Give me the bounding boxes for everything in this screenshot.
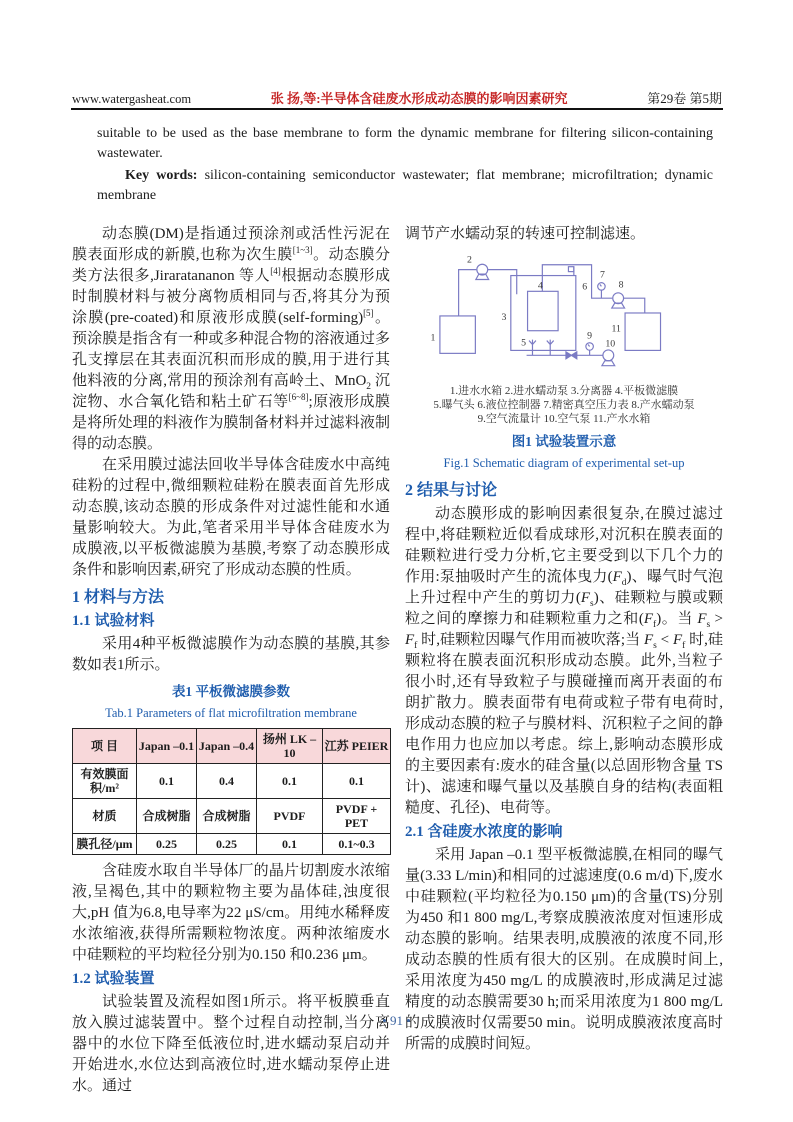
- figure-label: 5: [521, 337, 527, 349]
- volume-issue: 第29卷 第5期: [647, 91, 722, 106]
- figure-label: 11: [611, 323, 621, 335]
- page-header: [72, 88, 722, 107]
- table-cell: 合成树脂: [197, 799, 257, 834]
- figure-label: 10: [605, 338, 616, 350]
- section-heading-2-1: 2.1 含硅废水浓度的影响: [405, 824, 563, 840]
- paragraph-intro: 动态膜(DM)是指通过预涂剂或活性污泥在膜表面形成的新膜,也称为次生膜[1~3]。动态膜分类方法很多,Jiraratananon 等人[4]根据动态膜形成时制膜材料与被分离物质相同与否,将其分为预涂膜(pre-coated)和原液形成膜(self-forming)[5]。预涂膜是指含有一种或多种混合物的溶液通过多孔支撑层在其表面沉积而形成的膜,用于进行其他料液的分离,常用的预涂剂有高岭土、MnO$_2$ 沉淀物、水合氧化锆和粘土矿石等[6~8];原液形成膜是将所处理的料液作为膜制备材料并过滤料液制得的动态膜。: [72, 226, 390, 452]
- flat-membrane: [528, 291, 559, 330]
- table-row: [73, 764, 391, 799]
- figure-label: 4: [537, 280, 543, 292]
- air-flow-meter: [586, 343, 593, 356]
- paragraph-wastewater: 含硅废水取自半导体厂的晶片切割废水浓缩液,呈褐色,其中的颗粒物主要为晶体硅,浊度很大,pH 值为6.8,电导率为22 μS/cm。用纯水稀释废水浓缩液,获得所需颗粒物浓度。两种浓缩废水中硅颗粒的平均粒径分别为0.150 和0.236 μm。: [72, 863, 390, 963]
- table-cell: 0.1: [257, 764, 323, 799]
- product-pump: [612, 293, 625, 308]
- section-heading-2: 2 结果与讨论: [405, 482, 498, 499]
- figure-caption-line: 5.曝气头 6.液位控制器 7.精密真空压力表 8.产水蠕动泵: [433, 399, 695, 411]
- right-column: [405, 224, 723, 1055]
- table-cell: 0.1~0.3: [323, 834, 391, 855]
- section-heading-1-2: 1.2 试验装置: [72, 971, 155, 987]
- paragraph-materials: 采用4种平板微滤膜作为动态膜的基膜,其参数如表1所示。: [72, 636, 390, 673]
- table-header-cell: 项 目: [73, 729, 137, 764]
- figure-label: 2: [466, 254, 472, 266]
- figure-title-cn: 图1 试验装置示意: [511, 434, 617, 449]
- membrane-parameters-table: [72, 728, 391, 855]
- inlet-line: [488, 270, 517, 295]
- page-number: • 91 •: [382, 1013, 411, 1028]
- paragraph-apparatus-cont: 调节产水蠕动泵的转速可控制滤速。: [405, 226, 646, 242]
- keywords-text: silicon-containing semiconductor wastewater; flat membrane; microfiltration; dynamic membrane: [97, 168, 714, 203]
- air-valve: [566, 352, 577, 359]
- journal-website: www.watergasheat.com: [72, 92, 192, 106]
- figure-label: 9: [587, 330, 593, 342]
- experimental-setup-diagram: [405, 247, 723, 377]
- table-header-cell: 扬州 LK –10: [257, 729, 323, 764]
- product-tank: [625, 313, 660, 350]
- table-cell: PVDF + PET: [323, 799, 391, 834]
- product-line: [624, 298, 645, 313]
- table-row: [73, 799, 391, 834]
- section-heading-1-1: 1.1 试验材料: [72, 613, 155, 629]
- keywords-line: [97, 166, 713, 205]
- figure-label: 8: [618, 279, 624, 291]
- paragraph-forces: 动态膜形成的影响因素很复杂,在膜过滤过程中,将硅颗粒近似看成球形,对沉积在膜表面的硅颗粒进行受力分析,它主要受到以下几个力的作用:泵抽吸时产生的流体曳力$(F_d)$、曝气时气泡上升过程中产生的剪切力$(F_s)$、硅颗粒与膜或颗粒之间的摩擦力和硅颗粒重力之和$(F_f)$。当 $F_s > F_f$ 时,硅颗粒因曝气作用而被吹落;当 $F_s < F_f$ 时,硅颗粒将在膜表面沉积形成动态膜。此外,当粒子很小时,还有导致粒子与膜碰撞而离开表面的布朗扩散力。膜表面带有电荷或粒子带有电荷时,形成动态膜的粒子与膜材料、沉积粒子之间的静电作用力也应加以考虑。综上,影响动态膜形成的主要因素有:废水的硅含量(以总固形物含量 TS 计)、滤速和曝气量以及基膜自身的结构(表面粗糙度、孔径)、电荷等。: [405, 506, 723, 816]
- keywords-label: Key words:: [125, 168, 198, 183]
- left-column: [72, 224, 390, 1097]
- aerator-heads: [529, 340, 554, 356]
- paragraph-motivation: 在采用膜过滤法回收半导体含硅废水中高纯硅粉的过程中,微细颗粒硅粉在膜表面首先形成动态膜,该动态膜的形成条件对过滤性能和水通量影响较大。为此,笔者采用半导体含硅废水为成膜液,以平板微滤膜为基膜,考察了动态膜形成条件和影响因素,研究了形成动态膜的性质。: [72, 457, 390, 578]
- figure-caption-line: 1.进水水箱 2.进水蠕动泵 3.分离器 4.平板微滤膜: [449, 385, 679, 397]
- header-rule: [71, 108, 723, 110]
- table-cell: 材质: [73, 799, 137, 834]
- table-cell: 有效膜面积/m²: [73, 764, 137, 799]
- figure-label: 6: [582, 281, 588, 293]
- table-title-en: Tab.1 Parameters of flat microfiltration membrane: [105, 706, 357, 720]
- table-cell: 0.25: [137, 834, 197, 855]
- table-cell: 0.1: [323, 764, 391, 799]
- figure-label: 7: [599, 269, 605, 281]
- feed-tank: [440, 316, 475, 353]
- abstract-block: [97, 124, 713, 208]
- table-title-cn: 表1 平板微滤膜参数: [171, 684, 291, 699]
- table-header-cell: 江苏 PEIER: [323, 729, 391, 764]
- section-heading-1: 1 材料与方法: [72, 589, 165, 606]
- table-row: [73, 834, 391, 855]
- figure-label: 1: [430, 332, 436, 344]
- table-cell: PVDF: [257, 799, 323, 834]
- table-cell: 0.1: [257, 834, 323, 855]
- figure-label: 3: [501, 311, 507, 323]
- table-cell: 0.25: [197, 834, 257, 855]
- figure-title-en: Fig.1 Schematic diagram of experimental set-up: [443, 456, 685, 470]
- paragraph-concentration: 采用 Japan –0.1 型平板微滤膜,在相同的曝气量(3.33 L/min)和相同的过滤速度(0.6 m/d)下,废水中硅颗粒(平均粒径为0.150 μm)的含量(TS)分别为450 和1 800 mg/L,考察成膜液浓度对恒速形成动态膜的影响。结果表明,成膜液的浓度不同,形成动态膜的性质有很大的区别。在成膜时间上,采用浓度为450 mg/L 的成膜液时,形成满足过滤精度的动态膜需要30 h;而采用浓度为1 800 mg/L 的成膜液时仅需要50 min。说明成膜液浓度高时所需的成膜时间短。: [405, 847, 723, 1052]
- table-header-cell: Japan –0.4: [197, 729, 257, 764]
- figure-caption-line: 9.空气流量计 10.空气泵 11.产水水箱: [477, 413, 651, 425]
- abstract-tail: suitable to be used as the base membrane to form the dynamic membrane for filtering silicon-containing wastewater.: [97, 126, 713, 161]
- running-title: 张 扬,等:半导体含硅废水形成动态膜的影响因素研究: [270, 91, 568, 106]
- feed-pump: [476, 264, 489, 279]
- air-pump: [602, 350, 615, 366]
- level-controller: [568, 267, 573, 276]
- paragraph-apparatus: 试验装置及流程如图1所示。将平板膜垂直放入膜过滤装置中。整个过程自动控制,当分离器中的水位下降至低液位时,进水蠕动泵启动并开始进水,水位达到高液位时,进水蠕动泵停止进水。通过: [72, 994, 390, 1094]
- table-cell: 0.1: [137, 764, 197, 799]
- table-cell: 0.4: [197, 764, 257, 799]
- figure-1: [405, 247, 723, 474]
- table-header-cell: Japan –0.1: [137, 729, 197, 764]
- table-header-row: [73, 729, 391, 764]
- vacuum-gauge: [598, 283, 605, 299]
- table-cell: 膜孔径/μm: [73, 834, 137, 855]
- feed-line: [459, 270, 477, 316]
- table-cell: 合成树脂: [137, 799, 197, 834]
